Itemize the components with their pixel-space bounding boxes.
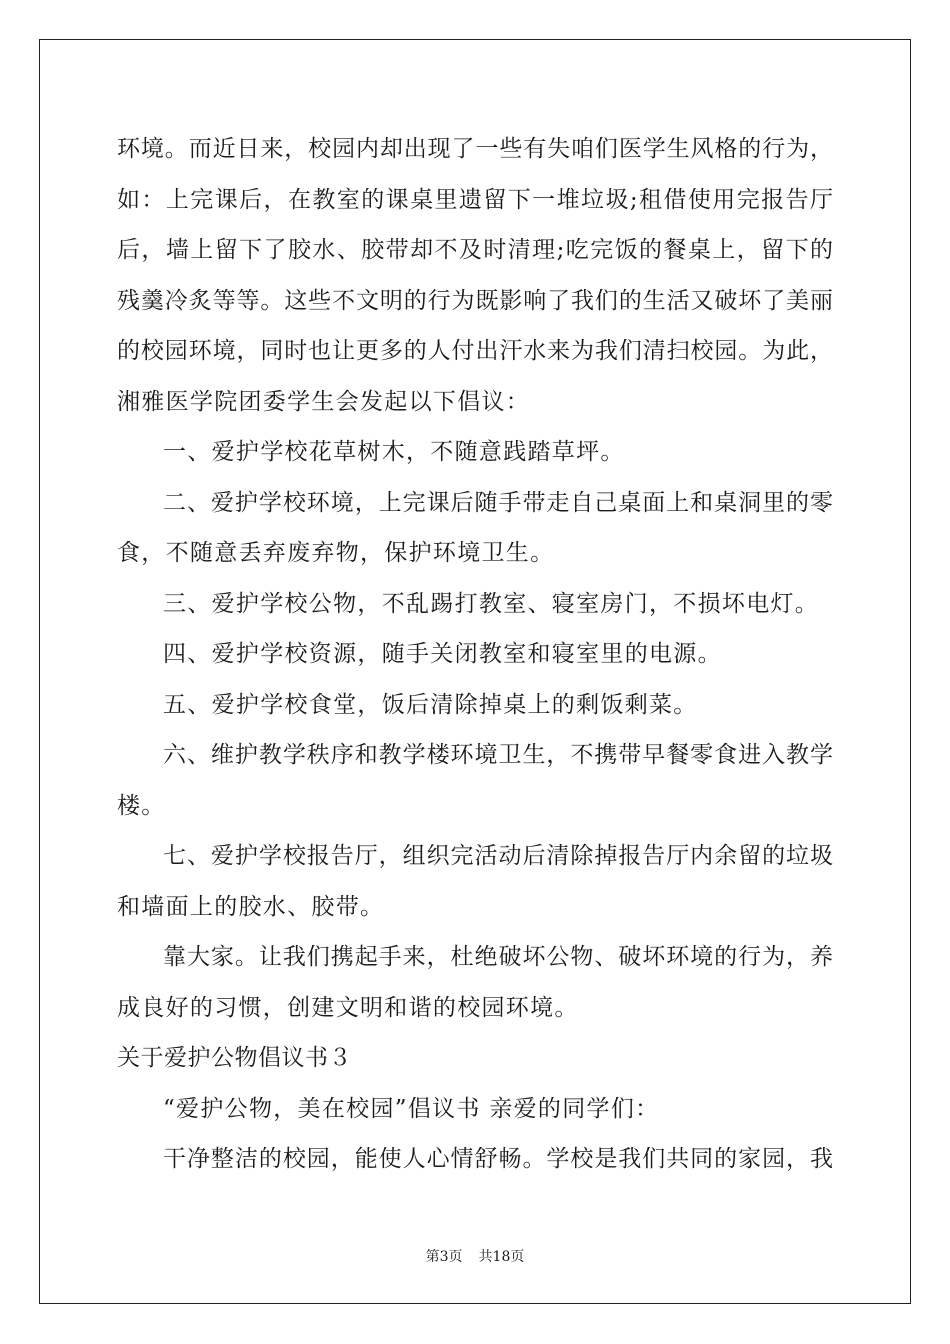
proposal-item-6: 六、维护教学秩序和教学楼环境卫生，不携带早餐零食进入教学: [163, 742, 833, 768]
letter-title-line: “爱护公物，美在校园”倡议书 亲爱的同学们：: [163, 1095, 660, 1122]
document-body: [117, 124, 833, 1185]
paragraph-line: 楼。: [117, 792, 166, 819]
proposal-item-3: 三、爱护学校公物，不乱踢打教室、寝室房门，不损坏电灯。: [163, 590, 820, 617]
page-number: 第3页: [425, 1249, 463, 1265]
page-total: 共18页: [478, 1249, 525, 1265]
paragraph-line: 和墙面上的胶水、胶带。: [117, 893, 385, 920]
paragraph-line: 食，不随意丢弃废弃物，保护环境卫生。: [117, 540, 555, 566]
proposal-item-7: 七、爱护学校报告厅，组织完活动后清除掉报告厅内余留的垃圾: [163, 843, 833, 869]
paragraph-line: 残羹冷炙等等。这些不文明的行为既影响了我们的生活又破坏了美丽: [117, 287, 833, 314]
paragraph-line: 如：上完课后，在教室的课桌里遗留下一堆垃圾;租借使用完报告厅: [117, 186, 833, 213]
proposal-item-1: 一、爱护学校花草树木，不随意践踏草坪。: [163, 439, 625, 465]
proposal-item-2: 二、爱护学校环境，上完课后随手带走自己桌面上和桌洞里的零: [163, 489, 833, 516]
paragraph-line: 后，墙上留下了胶水、胶带却不及时清理;吃完饭的餐桌上，留下的: [117, 237, 833, 263]
paragraph-line: 成良好的习惯，创建文明和谐的校园环境。: [117, 994, 579, 1021]
page-footer: [0, 1246, 950, 1266]
paragraph-line: 环境。而近日来，校园内却出现了一些有失咱们医学生风格的行为，: [117, 136, 833, 162]
proposal-item-5: 五、爱护学校食堂，饭后清除掉桌上的剩饭剩菜。: [163, 691, 698, 718]
paragraph-line: 的校园环境，同时也让更多的人付出汗水来为我们清扫校园。为此，: [117, 338, 833, 364]
section-heading: 关于爱护公物倡议书３: [117, 1045, 352, 1071]
paragraph-line: 干净整洁的校园，能使人心情舒畅。学校是我们共同的家园，我: [163, 1146, 833, 1172]
closing-paragraph: 靠大家。让我们携起手来，杜绝破坏公物、破坏环境的行为，养: [163, 944, 833, 970]
proposal-item-4: 四、爱护学校资源，随手关闭教室和寝室里的电源。: [163, 641, 722, 667]
paragraph-line: 湘雅医学院团委学生会发起以下倡议：: [117, 388, 531, 415]
